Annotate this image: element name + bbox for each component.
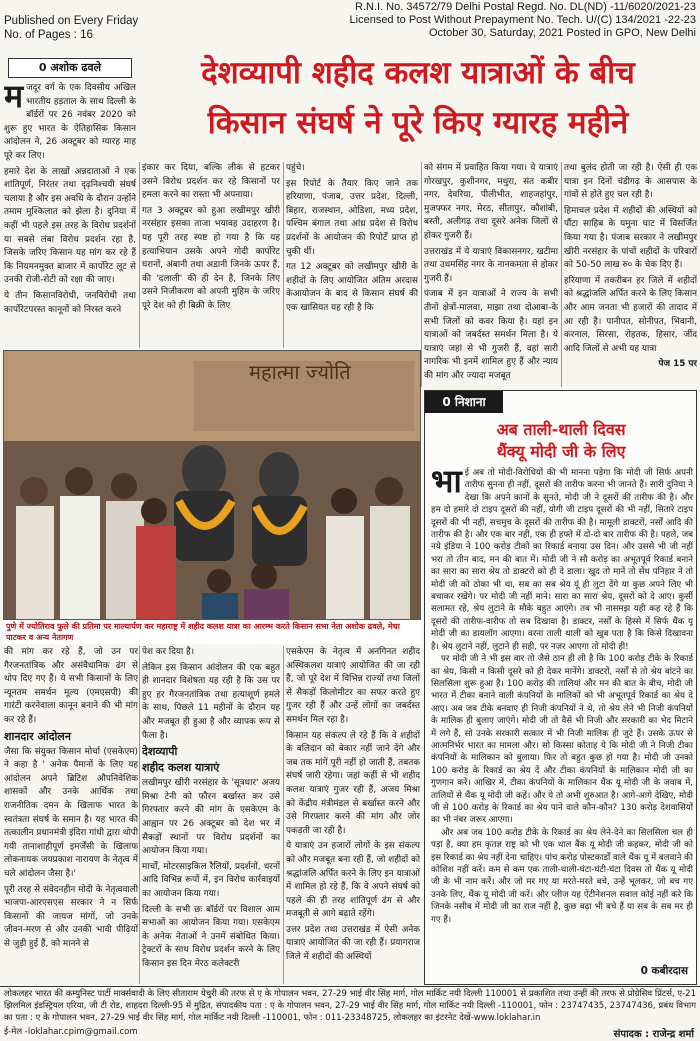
paragraph: मार्चों, मोटरसाइकिल रैलियों, प्रदर्शनों, धरनों आदि विभिन्न रूपों में, इन विरोध कार्रवाइयों का आयोजन किया गया।: [142, 861, 280, 899]
main-headline: [140, 48, 696, 160]
dropcap: भा: [431, 467, 462, 500]
paragraph: जदूर वर्ग के एक दिवसीय अखिल भारतीय हड़ताल के साथ दिल्ली के बॉर्डरों पर 26 नवंबर 2020 को शुरू हुए भारत के ऐतिहासिक किसान आंदोलन ने, 26 अक्टूबर को ग्यारह माह पूरे कर लिए।: [4, 83, 136, 161]
paragraph: को संगम में प्रवाहित किया गया। ये यात्राएं गोरखपुर, कुशीनगर, मथुरा, संत कबीर नगर, देवरिया, पीलीभीत, शाहजहांपुर, मुजफ्फर नगर, मेरठ, सीतापुर, कौशांबी, बस्ती, अलीगढ़ तथा दूसरे अनेक जिलों से होकर गुजरी हैं।: [424, 163, 558, 241]
photo-caption: पुणे में ज्योतिराव फुले की प्रतिमा पर माल्यार्पण कर महाराष्ट्र में शहीद कलश यात्रा का आरम्भ करते किसान सभा नेता अशोक ढवले, मेधा पाटकर व अन्य नेतागण: [3, 620, 421, 644]
article-column-2: [142, 162, 280, 348]
satire-title-line-2: थैंक्यू मोदी जी के लिए: [496, 442, 626, 461]
satire-title: [429, 419, 693, 463]
paragraph: पंजाब में इन यात्राओं ने राज्य के सभी तीनों क्षेत्रों-मालवा, माझा तथा दोआबा-के सभी जिलों को कवर किया है। यहां इन यात्राओं को जबर्दस्त समर्थन मिला है। ये यात्राएं जहां से भी गुजरी हैं, वहां सारी नागरिक भी इनमें शामिल हुए हैं और न्याय की मांग और ज्यादा मजबूत: [424, 289, 558, 381]
email-contact: ई-मेल -loklahar.cpim@gmail.com: [4, 1027, 138, 1037]
paragraph: एसकेएम के नेतृत्व में अनगिनत शहीद अस्थिकलश यात्राएं आयोजित की जा रही हैं, जो पूरे देश में विभिन्न राज्यों तथा जिलों से सैकड़ों किलोमीटर का सफर करते हुए गुजर रही हैं और उन्हें लोगों का जबर्दस्त समर्थन मिल रहा है।: [286, 647, 420, 725]
issue-date: October 30, Saturday, 2021 Posted in GPO, New Delhi: [429, 27, 696, 39]
photo-wall-text: महात्मा ज्योति: [249, 360, 351, 384]
paragraph: ई अब तो मोदी-विरोधियों की भी मानना पड़ेगा कि मोदी जी सिर्फ अपनी तारीफ सुनना ही नहीं, दूसरों की तारीफ करना भी जानते हैं। सारी दुनिया ने देखा कि अपने कानों के सुनते, मोदी जी ने दूसरों की तारीफ की है। और हम दो हमारे दो टाइप दूसरों की नहीं, योगी जी टाइप दूसरों की भी नहीं, सितारे टाइप दूसरों की भी नहीं, सचमुच के दूसरों की तारीफ की है। मामूली डाक्टरों, नर्सों आदि की तारीफ की है। और एक बार नहीं, एक ही हफ्ते में दो-दो बार तारीफ की है। पहले, जब नये इंडिया ने 100 करोड़ टीकों का रिकार्ड बनाया उस दिन। और उससे भी जी नहीं भरा तो तीन बाद, मन की बात में। मोदी जी ने सौ करोड़ का अभूतपूर्व रिकार्ड बनाने का सारा का सारा श्रेय तो डाक्टरों को ही दे डाला। खुद तो मानें तो सेंध पनिहार ने तो मोदी जी को ठोका भी था, सब का सब श्रेय यूं ही लुटा देंगे या कुछ अपने लिए भी बचाकर रखेंगे। पर मोदी जी नहीं माने। सारा का सारा श्रेय, दूसरों को दे आए। कुर्सी सलामत रहे, श्रेय लुटाने के मौके बहुत आएंगे। तब भी नासमझ यही कह रहे हैं कि दूसरों की तारीफ-वारीफ तो सब दिखावा है। डाक्टर, नर्सों के हिस्से में सिर्फ थैंक यू मोदी जी का डायलॉग आएगा। वरना ताली थाली को खुब पता है कि किसे दिखावना है। श्रेय लुटाने नहीं, लुटाने ही सही, पर नज़र आएगा तो मोदी ही!: [431, 468, 693, 652]
paragraph: उत्तर प्रदेश तथा उत्तराखंड में ऐसी अनेक यात्राएं आयोजित की जा रही हैं। प्रयागराज जिले में शहीदों की अस्थियों: [286, 924, 420, 963]
paragraph: पर मोदी जी ने भी इस बार तो जैसे ठान ही ली है कि 100 करोड़ टीके के रिकार्ड का श्रेय, किसी न किसी दूसरे को ही देकर मानेंगे। डाक्टरों, नर्सों से तो श्रेय बांटने का सिलसिला शुरू हुआ है। 100 करोड़ की तालियां और मन की बात के बीच, मोदी जी भारत में टीका बनाने वाली कंपनियों के मालिकों को भी अभूतपूर्व रिकार्ड का श्रेय दे आए। अब जब टीके बनवाए ही निजी कंपनियों ने थे, तो श्रेय लेने भी निजी कंपनियों के मालिक ही बुलाए जाएंगे। मोदी जी तो वैसे भी निजी और सरकारी का भेद मिटाने में लगे हैं, सो उनके सरकारी सत्कार में भी निजी मालिक ही जुटे हैं। उसके ऊपर से आत्मनिर्भर भारत का मामला और। सो किस्सा कोताह ये कि मोदी जी ने निजी टीका कंपनियों के मालिकान को बुलाया। फिर तो बहुत कुछ हो गया है। मोदी जी उनको 100 करोड़ के रिकार्ड का श्रेय दें और टीका कंपनियों के मालिकान मोदी जी का गुणगान करें। आखिर में, टीका कंपनियों के मालिकान थैंक यू मोदी जी के जवाब में, तालियों से थैंक यू मोदी जी कहें। और ये तो अभी शुरुआत है। आगे-आगे देखिए, मोदी जी से 100 करोड़ के रिकार्ड का श्रेय पाने वाले कौन-कौन? 130 करोड़ देशवासियों का भी नंबर जरूर आएगा।: [431, 654, 693, 826]
headline-line-1: देशव्यापी शहीद कलश यात्राओं के बीच: [201, 55, 635, 91]
paragraph: इस रिपोर्ट के तैयार किए जाने तक हरियाणा, पंजाब, उत्तर प्रदेश, दिल्ली, बिहार, राजस्थान, ओडिशा, मध्य प्रदेश, पश्चिम बंगाल तथा आंध्र प्रदेश से विरोध प्रदर्शनों के आयोजन की रिपोर्टें प्राप्त हो चुकी थीं।: [286, 178, 418, 257]
paragraph: उत्तराखंड में ये यात्राएं विकासनगर, खटीमा तथा उधमसिंह नगर के नानकमता से होकर गुजरी हैं।: [424, 246, 558, 284]
paragraph: लखीमपुर खीरी नरसंहार के 'सूत्रधार' अजय मिश्रा टेनी को फौरन बर्खास्त कर उसे गिरफ्तार करने की मांग के एसकेएम के आह्वान पर 26 अक्टूबर को देश भर में सैकड़ों स्थानों पर विरोध प्रदर्शनों का आयोजन किया गया।: [142, 778, 280, 857]
subheading: शहीद कलश यात्राएं: [142, 761, 220, 775]
paragraph: किसान यह संकल्प ले रहे हैं कि वे शहीदों के बलिदान को बेकार नहीं जाने देंगे और जब तक मांगें पूरी नहीं हो जाती हैं, तबतक संघर्ष जारी रहेगा। जहां कहीं से भी शहीद कलश यात्राएं गुजर रही हैं, अजय मिश्रा को केंद्रीय मंत्रीमंडल से बर्खास्त करने और उसे गिरफ्तार करने की मांग और जोर पकड़ती जा रही है।: [286, 730, 420, 836]
article-column-1: [4, 82, 136, 348]
paragraph: और अब जब 100 करोड़ टीके के रिकार्ड का श्रेय लेने-देने का सिलसिला चल ही पड़ा है, क्या हम कृतज्ञ राष्ट्र को भी एक थाल बैंक यू मोदी जी कहकर, मोदी जी को इस रिकार्ड का श्रेय नहीं देना चाहिए। पांच करोड़ पोस्टकार्डों वाले थैंक यू में बलवाने की कोशिश नहीं करें। कम से कम एक ताली-थाली-घंटा-घंटी-घंटा दिवस तो थैंक यू मोदी जी के भी नाम करें। और जो मर गए या मरते-मरते बचे, उन्हें भूलकर, जो बच गए उनके लिए, थैंक यू मोदी जी करें। और प्लीज यह ऐंटीनेशनल सवाल कोई नहीं करे कि जिनके नसीब में मोदी जी का राज नहीं है, कुछ बढ़ा भी बचे हैं या सब के सब मर ही गए हैं।: [431, 827, 693, 925]
paragraph: पेश कर दिया है।: [142, 647, 195, 657]
article-lower-column-2: [142, 646, 280, 984]
paragraph: जैसा कि संयुक्त किसान मोर्चा (एसकेएम) ने कहा है ' अनेक पैमानों के लिए यह आंदोलन अपने ब्रिटिश औपनिवेशिक शासकों और उनके आर्थिक तथा राजनीतिक दमन के खिलाफ भारत के स्वतंत्रता संघर्ष के समान है। यह भारत की तत्कालीन प्रधानमंत्री इंदिरा गांधी द्वारा थोपी गयी तानाशाहीपूर्ण इमर्जेंसी के खिलाफ लोकनायक जयप्रकाश नारायण के नेतृत्व में चले आंदोलन जैसा है।': [4, 746, 138, 879]
paragraph: ये यात्राएं उन हजारों लोगों के इस संकल्प को और मजबूत बना रही हैं, जो शहीदों को श्रद्धांजलि अर्पित करने के लिए इन यात्राओं में शामिल हो रहे हैं, कि वे अपने संघर्ष को पहले की ही तरह शांतिपूर्ण ढंग से और मजबूती से आगे बढ़ाते रहेंगे।: [286, 841, 420, 920]
paragraph: तथा बुलंद होती जा रही है। ऐसी ही एक यात्रा इन दिनों चंडीगढ़ के आसपास के गांवों से होते हुए चल रही है।: [564, 163, 697, 201]
paragraph: पहुंचे।: [286, 163, 305, 173]
masthead: [0, 0, 700, 44]
paragraph: लेकिन इस किसान आंदोलन की एक बहुत ही शानदार विशेषता यह रही है कि उस पर हुए हर गैरजनतांत्रिक तथा हत्याशूर्ण हमले के साथ, पिछले 11 महीनों के दौरान यह और मजबूत ही हुआ है और व्यापक रूप से फैला है।: [142, 662, 280, 741]
paragraph: हरियाणा में तकरीबन हर जिले में शहीदों को श्रद्धांजलि अर्पित करने के लिए किसान और आम जनता भी हजारों की तादाद में आ रही है। पानीपत, सोनीपत, भिवानी, करनाल, सिरसा, रोहतक, हिसार, जींद आदि जिलों से अभी यह यात्रा: [564, 275, 697, 354]
paragraph: पूरी तरह से संवेदनहीन मोदी के नेतृत्ववाली भाजपा-आरएसएस सरकार ने न सिर्फ किसानों की जायज मांगों, जो उनके जीवन-मरण से और उनकी भावी पीढ़ियों से जुड़ी हुई हैं, को मानने से: [4, 884, 138, 949]
subheading: देशव्यापी: [142, 745, 178, 759]
paragraph: हिमाचल प्रदेश में शहीदों की अस्थियों को पौंटा साहिब के यमुना घाट में विसर्जित किया गया है। पंजाब सरकार ने लखीमपुर खीरी नरसंहार के पांचों शहीदों के परिवारों को 50-50 लाख रु० के चेक दिए हैं।: [564, 205, 697, 271]
column-tag: 0 निशाना: [425, 391, 503, 413]
satire-title-line-1: अब ताली-थाली दिवस: [496, 420, 626, 439]
publication-frequency: Published on Every Friday: [4, 15, 139, 27]
paragraph: गत 12 अक्टूबर को लखीमपुर खीरी के शहीदों के लिए आयोजित अंतिम अरदास केआयोजन के बाद से किसान संघर्ष की एक खासियत यह रही है कि: [286, 262, 418, 313]
article-column-4: [424, 162, 558, 387]
imprint-footer: लोकलहर भारत की कम्युनिस्ट पार्टी मार्क्सवादी के लिए सीताराम येचुरी की तरफ से ए के गोपालन भवन, 27-29 भाई वीर सिंह मार्ग, गोल मार्किट नयी दिल्ली 110001 से प्रकाशित तथा उन्हीं की तरफ से प्रोग्रेसिव प्रिंटर्स, ए-21 झिलमिल इंडस्ट्रियल एरिया, जी टी रोड, शाहदरा दिल्ली-95 में मुद्रित, संपादकीय पता : ए के गोपालन भवन, 27-29 भाई वीर सिंह मार्ग, गोल मार्किट नयी दिल्ली -110001, फोन : 23747435, 23747436, प्रबंध विभाग का पता : ए के गोपालन भवन, 27-29 भाई वीर सिंह मार्ग, गोल मार्किट नयी दिल्ली -110001, फोन : 011-23348725, लोकलहर का इंटरनेट देखें-www.loklahar.in: [4, 989, 696, 1023]
editor-name: संपादक : राजेन्द्र शर्मा: [613, 1029, 694, 1040]
article-lower-column-3: [286, 646, 420, 984]
photo-illustration: [4, 351, 421, 620]
continued-label: पेज 15 पर: [658, 359, 697, 370]
postal-license: Licensed to Post Without Prepayment No. Tech. U/(C) 134/2021 -22-23: [349, 14, 696, 26]
paragraph: इंकार कर दिया, बल्कि लीक से हटकर उसने विरोध प्रदर्शन कर रहे किसानों पर हमला करने का रास्ता भी अपनाया।: [142, 163, 280, 201]
paragraph: दिल्ली के सभी छः बॉर्डरों पर विशाल आम सभाओं का आयोजन किया गया। एसकेएम के अनेक नेताओं ने उनमें संबोधित किया। ट्रेक्टरों के साथ विरोध प्रदर्शन करने के लिए किसान इस दिन मेरठ कलेक्टरी: [142, 904, 280, 969]
paragraph: ये तीन किसानविरोधी, जनविरोधी तथा कार्पोरेटपरस्त कानूनों को निरस्त करने: [4, 290, 136, 315]
paragraph: गत 3 अक्टूबर को हुआ लखीमपुर खीरी नरसंहार इसका ताजा भयावह उदाहरण है। यह पूरी तरह स्पष्ट हो गया है कि यह हत्याभियान उसके अपने गोदी कार्पोरेट घरानों, अंबानी तथा अडानी जिनके ऊपर हैं, की 'दलाली' की ही देन है, जिनके लिए उसने निजीकरण को अपनी मुहिम के जरिए पूरे देश को ही बिक्री के लिए: [142, 205, 280, 311]
rni-number: R.N.I. No. 34572/79 Delhi Postal Regd. No. DL(ND) -11/6020/2021-23: [355, 1, 696, 13]
page-count: No. of Pages : 16: [4, 29, 93, 41]
satire-column: [424, 390, 697, 985]
paragraph: की मांग कर रहे हैं, जो उन पर गैरजनतांत्रिक और असंवैधानिक ढंग से थोप दिए गए हैं। ये सभी किसानों के लिए न्यूनतम समर्थन मूल्य (एमएसपी) की गारंटी करनेवाला कानून बनाने की भी मांग कर रहे हैं।: [4, 647, 138, 725]
headline-line-2: किसान संघर्ष ने पूरे किए ग्यारह महीने: [207, 105, 629, 141]
paragraph: हमारे देश के लाखों अन्नदाताओं ने एक शांतिपूर्ण, निरंतर तथा दृढ़निश्चयी संघर्ष चलाया है और इस अवधि के दौरान उन्होंने तमाम मुश्किलात को झेला है। दुनिया में कहीं भी पहले इस तरह के विरोध प्रदर्शनों या सबसे लंबा विरोध प्रदर्शन रहा है, जिसके जरिए किसान यह मांग कर रहे हैं कि नियमनमुक्त बाजार में कार्पोरेट लूट से उनकी रोजी-रोटी को रक्षा की जाए।: [4, 166, 136, 286]
article-column-3: [286, 162, 418, 348]
satire-signature: 0 कबीरदास: [640, 965, 688, 977]
article-column-5: [564, 162, 697, 387]
publication-info: [4, 14, 138, 42]
article-lower-column-1: [4, 646, 138, 984]
satire-body: [431, 467, 693, 957]
author-byline: 0 अशोक ढवले: [8, 58, 132, 78]
subheading: शानदार आंदोलन: [4, 729, 71, 743]
registration-info: [350, 1, 696, 40]
dropcap: म: [4, 82, 24, 115]
news-photo: [3, 350, 421, 620]
